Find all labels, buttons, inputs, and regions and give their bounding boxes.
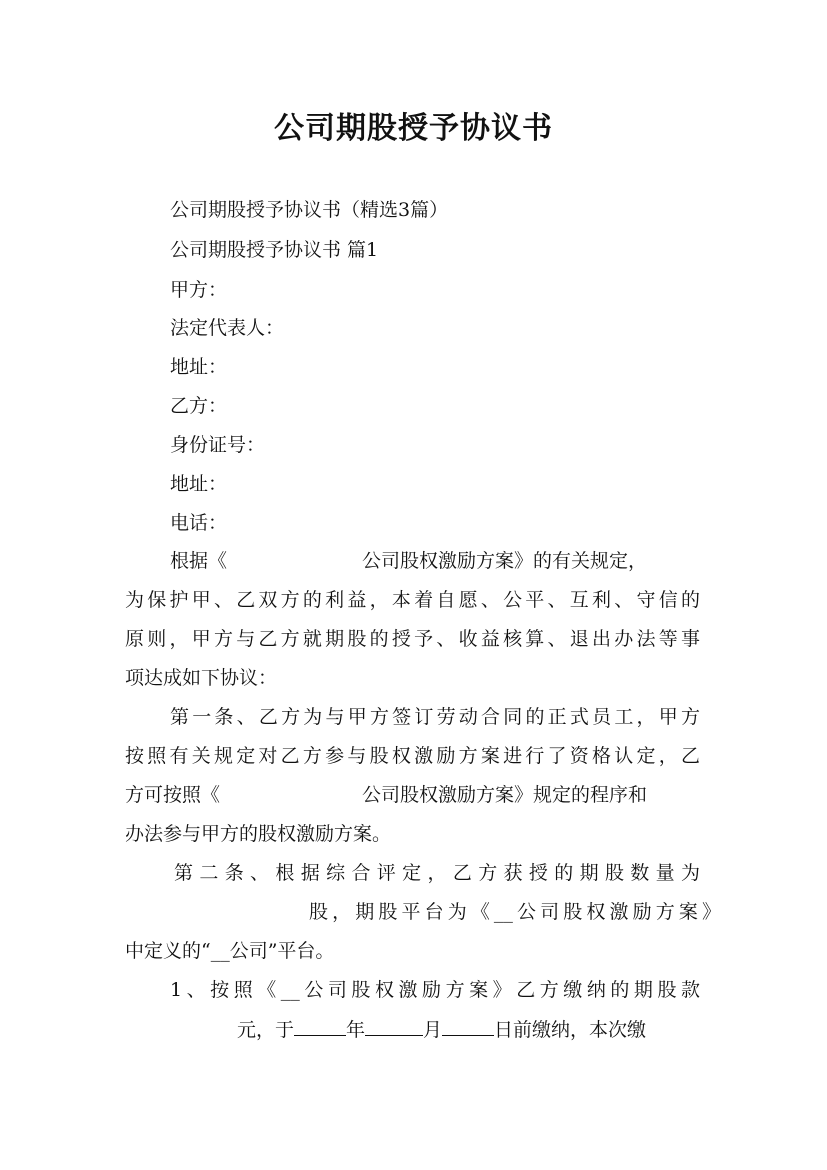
field-party-a: 甲方： bbox=[170, 279, 228, 301]
item1-day-text: 日前缴纳，本次缴 bbox=[494, 1019, 647, 1041]
field-phone: 电话： bbox=[170, 512, 228, 534]
field-party-b: 乙方： bbox=[170, 395, 228, 417]
item1-amount-suffix: 元，于 bbox=[237, 1019, 295, 1041]
item1-line-2 bbox=[237, 1017, 646, 1042]
item1-year-label: 年 bbox=[346, 1019, 366, 1041]
document-subtitle: 公司期股授予协议书（精选3篇） bbox=[170, 199, 449, 221]
preamble-line-3: 原则，甲方与乙方就期股的授予、收益核算、退出办法等事 bbox=[125, 628, 700, 650]
article2-line-2: 股，期股平台为《__公司股权激励方案》 bbox=[309, 901, 721, 923]
article1-line-3a: 方可按照《 bbox=[125, 784, 221, 806]
field-address-b: 地址： bbox=[170, 473, 228, 495]
field-legal-rep: 法定代表人： bbox=[170, 317, 285, 339]
preamble-line-1b: 公司股权激励方案》的有关规定， bbox=[362, 550, 648, 572]
item1-line-1: 1、按照《__公司股权激励方案》乙方缴纳的期股款 bbox=[170, 979, 700, 1001]
preamble-line-1a: 根据《 bbox=[170, 550, 228, 572]
article1-line-4: 办法参与甲方的股权激励方案。 bbox=[125, 823, 392, 845]
section-heading: 公司期股授予协议书 篇1 bbox=[170, 239, 379, 261]
article1-line-3b: 公司股权激励方案》规定的程序和 bbox=[362, 784, 648, 806]
article1-line-2: 按照有关规定对乙方参与股权激励方案进行了资格认定，乙 bbox=[125, 745, 700, 767]
day-blank bbox=[442, 1017, 494, 1036]
document-title: 公司期股授予协议书 bbox=[274, 111, 553, 146]
article2-line-1: 第二条、根据综合评定，乙方获授的期股数量为 bbox=[174, 862, 700, 884]
field-address-a: 地址： bbox=[170, 356, 228, 378]
preamble-line-4: 项达成如下协议： bbox=[125, 667, 278, 689]
field-id-number: 身份证号： bbox=[170, 434, 266, 456]
year-blank bbox=[294, 1017, 346, 1036]
article2-line-3: 中定义的“__公司”平台。 bbox=[125, 940, 335, 962]
item1-month-label: 月 bbox=[423, 1019, 443, 1041]
article1-line-1: 第一条、乙方为与甲方签订劳动合同的正式员工，甲方 bbox=[170, 706, 700, 728]
preamble-line-2: 为保护甲、乙双方的利益，本着自愿、公平、互利、守信的 bbox=[125, 589, 700, 611]
month-blank bbox=[365, 1017, 423, 1036]
